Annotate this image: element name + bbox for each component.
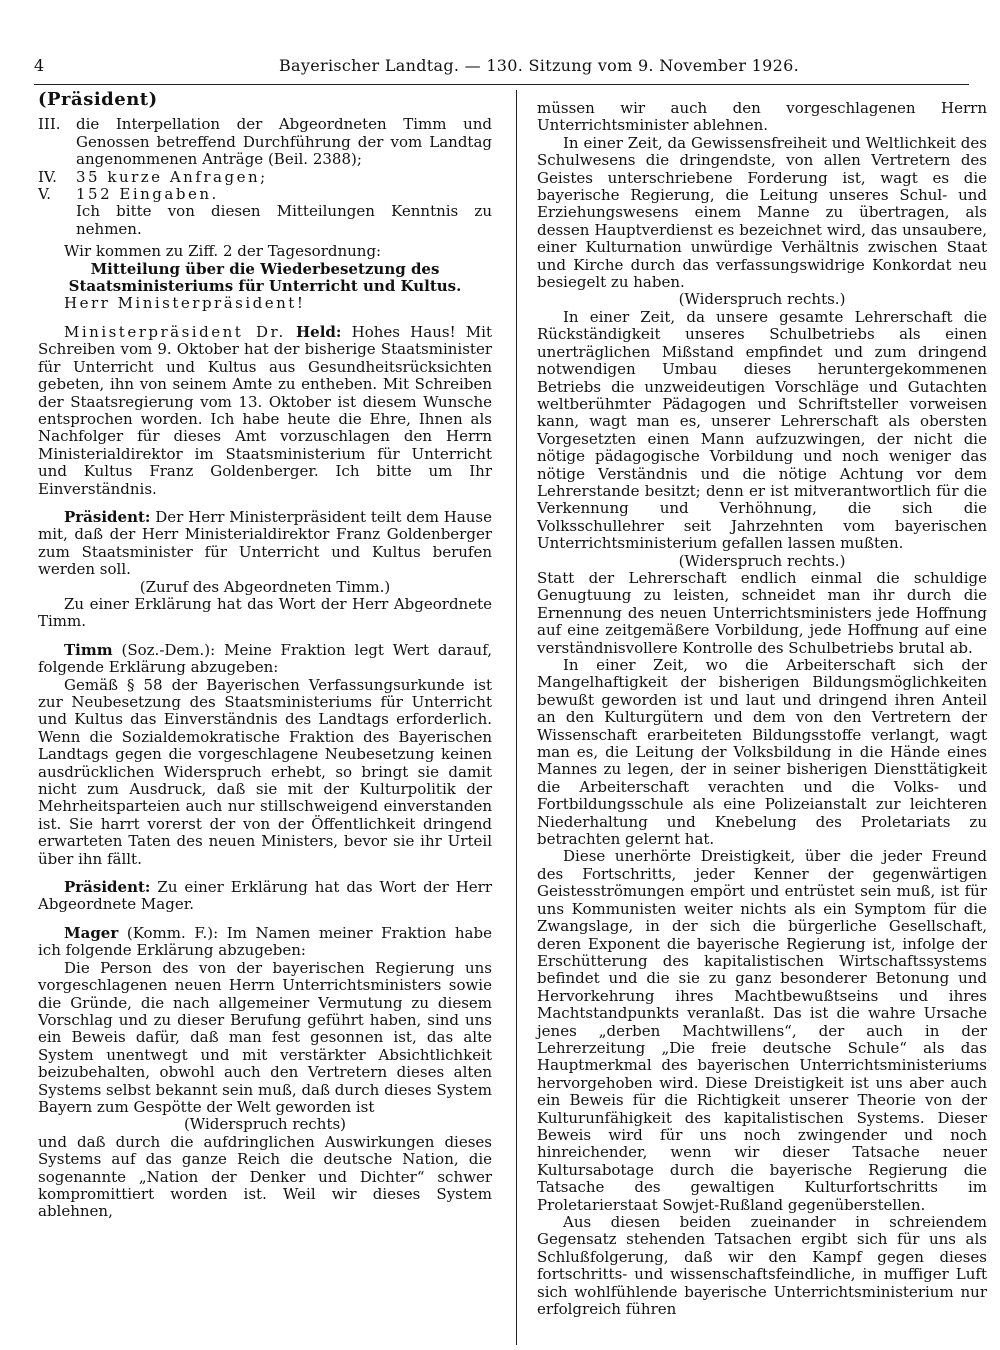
paragraph: müssen wir auch den vorgeschlagenen Herrn Unterrichtsminister ablehnen.: [537, 99, 987, 135]
paragraph: In einer Zeit, wo die Arbeiterschaft sich der Mangelhaftigkeit der bisherigen Bildungsmöglichkeiten bewußt geworden ist und laut und dringend ihren Anteil an den Kulturgütern und dem von den Vertretern der Wissenschaft erarbeiteten Bildungsstoffe verlangt, wagt man es, die Leitung der Volksbildung in die Hände eines Mannes zu legen, der in seiner bisherigen Diensttätigkeit die Arbeiterschaft verachten und die Volks- und Fortbildungsschule als eine Polizeianstalt zur leichteren Niederhaltung und Knebelung des Proletariats zu betrachten gelernt hat.: [537, 656, 987, 849]
speech-praesident: [38, 879, 492, 914]
page-number: 4: [34, 56, 45, 75]
list-text: die Interpellation der Abgeordneten Timm und Genossen betreffend Durchführung der vom Landtag angenommenen Anträge (Beil. 2388);: [76, 115, 492, 169]
column-divider: [516, 90, 517, 1345]
left-column: [38, 91, 492, 1221]
speech-text: Gemäß § 58 der Bayerischen Verfassungsurkunde ist zur Neubesetzung des Staatsministeriums für Unterricht und Kultus das Einverständnis des Landtags erforderlich. Wenn die Sozialdemokratische Fraktion des Bayerischen Landtags gegen die vorgeschlagene Neubesetzung keinen ausdrücklichen Widerspruch erhebt, so bringt sie damit nicht zum Ausdruck, daß sie mit der Kulturpolitik der Mehrheitsparteien auch nur stillschweigend einverstanden ist. Sie harrt vorerst der von der Öffentlichkeit dringend erwarteten Taten des neuen Ministers, bevor sie ihr Urteil über ihn fällt.: [38, 675, 492, 868]
speaker-title: Ministerpräsident Dr.: [64, 322, 286, 341]
list-item: [38, 116, 492, 168]
interjection: (Widerspruch rechts): [183, 1115, 347, 1134]
speaker-name: Held:: [295, 322, 342, 341]
list-number: III.: [38, 115, 61, 134]
interjection: (Widerspruch rechts.): [678, 551, 846, 570]
list-number: V.: [38, 185, 51, 204]
header-rule: [34, 84, 969, 85]
paragraph: Herr Ministerpräsident!: [64, 294, 306, 313]
page-header: [34, 56, 974, 80]
speaker-name: Präsident:: [64, 878, 151, 897]
speech-text: Zu einer Erklärung hat das Wort der Herr Abgeordnete Mager.: [38, 878, 492, 914]
interjection: (Widerspruch rechts.): [678, 290, 846, 309]
agenda-title: Mitteilung über die Wiederbesetzung des Staatsministeriums für Unterricht und Kultus.: [68, 259, 462, 296]
speech-praesident: [38, 509, 492, 579]
paragraph: Diese unerhörte Dreistigkeit, über die jeder Freund des Fortschritts, jeder Kenner der gegenwärtigen Geistesströmungen empört und entrüstet sein muß, ist für uns Kommunisten weiter nichts als ein Symptom für die Zwangslage, in der sich die bürgerliche Gesellschaft, deren Exponent die bayerische Regierung ist, infolge der Erschütterung des kapitalistischen Wirtschaftssystems befindet und die sie zu ganz besonderer Betonung und Hervorkehrung ihres Machtbewußtseins und ihres Machtstandpunkts veranlaßt. Das ist die wahre Ursache jenes „derben Machtwillens“, der auch in der Lehrerzeitung „Die freie deutsche Schule“ als das Hauptmerkmal des bayerischen Unterrichtsministeriums hervorgehoben wird. Diese Dreistigkeit ist uns aber auch ein Beweis für die Richtigkeit unserer Theorie von der Kulturunfähigkeit des kapitalistischen Systems. Dieser Beweis wird für uns noch zwingender und noch hinreichender, wenn wir dieser Tatsache neuer Kultursabotage durch die bayerische Regierung die Tatsache des gewaltigen Kulturfortschritts im Proletarierstaat Sowjet-Rußland gegenüberstellen.: [537, 847, 987, 1214]
list-number: IV.: [38, 167, 57, 186]
speech-text: Im Namen meiner Fraktion habe ich folgende Erklärung abzugeben:: [38, 923, 492, 960]
list-text: 152 Eingaben.: [76, 185, 219, 204]
paragraph: In einer Zeit, da Gewissensfreiheit und Weltlichkeit des Schulwesens die dringendste, von allen Vertretern des Geistes unterschriebene Forderung ist, wagt es die bayerische Regierung, die Leitung unseres Schul- und Erziehungswesens einem Manne zu übertragen, als dessen Hauptverdienst es bezeichnet wird, das unsaubere, einer Kulturnation unwürdige Verhältnis zwischen Staat und Kirche durch das verfassungswidrige Konkordat neu besiegelt zu haben.: [537, 133, 987, 292]
paragraph: Aus diesen beiden zueinander in schreiendem Gegensatz stehenden Tatsachen ergibt sich für uns als Schlußfolgerung, daß wir den Kampf gegen dieses fortschritts- und wissenschaftsfeindliche, in muffiger Luft sich wohlfühlende bayerische Unterrichtsministerium nur erfolgreich führen: [537, 1213, 987, 1319]
speech-text: Der Herr Ministerpräsident teilt dem Hause mit, daß der Herr Ministerialdirektor Franz Goldenberger zum Staatsminister für Unterricht und Kultus berufen werden soll.: [38, 507, 492, 579]
list-text: 35 kurze Anfragen;: [76, 167, 268, 186]
paragraph: Statt der Lehrerschaft endlich einmal die schuldige Genugtuung zu leisten, schneidet man ihr durch die Ernennung des neuen Unterrichtsministers jede Hoffnung auf eine zeitgemäßere Vorbildung, jede Hoffnung auf eine verständnisvollere Kontrolle des Schulbetriebs brutal ab.: [537, 568, 987, 657]
speech-timm: [38, 642, 492, 677]
speaker-party: (Soz.-Dem.):: [121, 640, 216, 659]
speaker-name: Timm: [64, 640, 113, 659]
paragraph: Wir kommen zu Ziff. 2 der Tagesordnung:: [64, 242, 382, 261]
speaker-name: Mager: [64, 923, 119, 942]
paragraph: Zu einer Erklärung hat das Wort der Herr Abgeordnete Timm.: [38, 594, 492, 631]
paragraph: In einer Zeit, da unsere gesamte Lehrerschaft die Rückständigkeit unseres Schulbetriebs als einen unerträglichen Mißstand empfindet und zum dringend notwendigen Umbau dieses heruntergekommenen Betriebs die unzweideutigen Vorschläge und Gutachten weltberühmter Pädagogen und Schriftsteller vorweisen kann, wagt man es, unserer Lehrerschaft als obersten Vorgesetzten einen Mann aufzuzwingen, der nicht die nötige pädagogische Vorbildung und noch weniger das nötige Verständnis und die nötige Achtung vor dem Lehrerstande besitzt; denn er ist mitverantwortlich für die Verkennung und Verhöhnung, die sich die Volksschullehrer seit Jahrzehnten vom bayerischen Unterrichtsministerium gefallen lassen mußten.: [537, 307, 987, 553]
speech-text: Meine Fraktion legt Wert darauf, folgende Erklärung abzugeben:: [38, 640, 492, 677]
speech-text: Hohes Haus! Mit Schreiben vom 9. Oktober hat der bisherige Staatsminister für Unterricht und Kultus aus Gesundheitsrücksichten gebeten, ihn von seinem Amte zu entheben. Mit Schreiben der Staatsregierung vom 13. Oktober ist diesem Wunsche entsprochen worden. Ich habe heute die Ehre, Ihnen als Nachfolger für dieses Amt vorzuschlagen den Herrn Ministerialdirektor im Staatsministerium für Unterricht und Kultus Franz Goldenberger. Ich bitte um Ihr Einverständnis.: [38, 322, 492, 498]
running-head: Bayerischer Landtag. — 130. Sitzung vom 9. November 1926.: [279, 56, 799, 75]
speaker-party: (Komm. F.):: [126, 923, 219, 942]
right-column: [537, 100, 987, 1318]
speech-mager: [38, 925, 492, 960]
paragraph: Ich bitte von diesen Mitteilungen Kenntnis zu nehmen.: [76, 202, 492, 238]
interjection: (Zuruf des Abgeordneten Timm.): [139, 577, 391, 596]
section-label: (Präsident): [38, 89, 158, 110]
list-item: [38, 169, 492, 186]
speaker-name: Präsident:: [64, 507, 151, 526]
speech-text: und daß durch die aufdringlichen Auswirkungen dieses Systems auf das ganze Reich die deutsche Nation, die sogenannte „Nation der Denker und Dichter“ schwer kompromittiert worden ist. Weil wir dieses System ablehnen,: [38, 1132, 492, 1221]
speech-text: Die Person des von der bayerischen Regierung uns vorgeschlagenen neuen Herrn Unterrichtsministers sowie die Gründe, die nach allgemeiner Vermutung zu diesem Vorschlag und zu dieser Berufung geführt haben, sind uns ein Beweis dafür, daß man fest gesonnen ist, das alte System unentwegt und mit verstärkter Absichtlichkeit beizubehalten, obwohl auch den Vertretern dieses alten Systems selbst bekannt sein muß, daß durch dieses System Bayern zum Gespötte der Welt geworden ist: [38, 958, 492, 1116]
list-item: [38, 186, 492, 203]
speech-held: [38, 324, 492, 498]
